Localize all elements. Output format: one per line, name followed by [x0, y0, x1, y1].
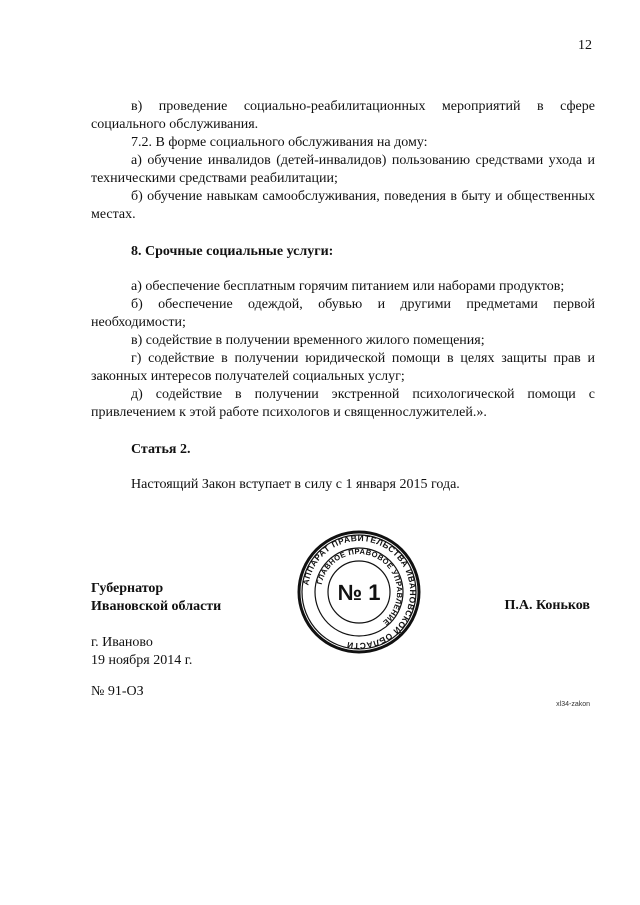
document-body — [91, 98, 595, 494]
paragraph: б) обучение навыкам самообслуживания, поведения в быту и общественных местах. — [91, 189, 595, 222]
official-seal — [297, 530, 421, 654]
signatory-title-line1: Губернатор — [91, 581, 164, 596]
paragraph: 7.2. В форме социального обслуживания на дому: — [131, 135, 428, 150]
paragraph: а) обучение инвалидов (детей-инвалидов) пользованию средствами ухода и техническими средствами реабилитации; — [91, 153, 595, 186]
signatory-title-line2: Ивановской области — [91, 599, 222, 614]
list-item: д) содействие в получении экстренной психологической помощи с привлечением к этой работе психологов и священнослужителей.». — [91, 387, 595, 420]
place: г. Иваново — [91, 635, 153, 650]
article-2-text: Настоящий Закон вступает в силу с 1 января 2015 года. — [131, 477, 460, 492]
document-code: xl34-zakon — [556, 701, 590, 708]
list-item: б) обеспечение одеждой, обувью и другими предметами первой необходимости; — [91, 297, 595, 330]
signatory-title — [91, 580, 221, 616]
seal-center-number: № 1 — [337, 580, 381, 605]
list-item: а) обеспечение бесплатным горячим питанием или наборами продуктов; — [131, 279, 565, 294]
list-item: г) содействие в получении юридической помощи в целях защиты прав и законных интересов получателей социальных услуг; — [91, 351, 595, 384]
paragraph: в) проведение социально-реабилитационных мероприятий в сфере социального обслуживания. — [91, 99, 595, 132]
section-8-heading: 8. Срочные социальные услуги: — [131, 244, 334, 259]
place-and-date — [91, 634, 192, 670]
article-2-heading: Статья 2. — [131, 442, 191, 457]
signatory-name: П.А. Коньков — [504, 598, 590, 613]
date: 19 ноября 2014 г. — [91, 653, 193, 668]
list-item: в) содействие в получении временного жилого помещения; — [131, 333, 485, 348]
seal-inner-text: ГЛАВНОЕ ПРАВОВОЕ УПРАВЛЕНИЕ — [314, 546, 405, 628]
seal-outer-text: АППАРАТ ПРАВИТЕЛЬСТВА ИВАНОВСКОЙ ОБЛАСТИ — [300, 532, 419, 652]
page-number: 12 — [578, 38, 592, 53]
law-number: № 91-ОЗ — [91, 684, 144, 699]
